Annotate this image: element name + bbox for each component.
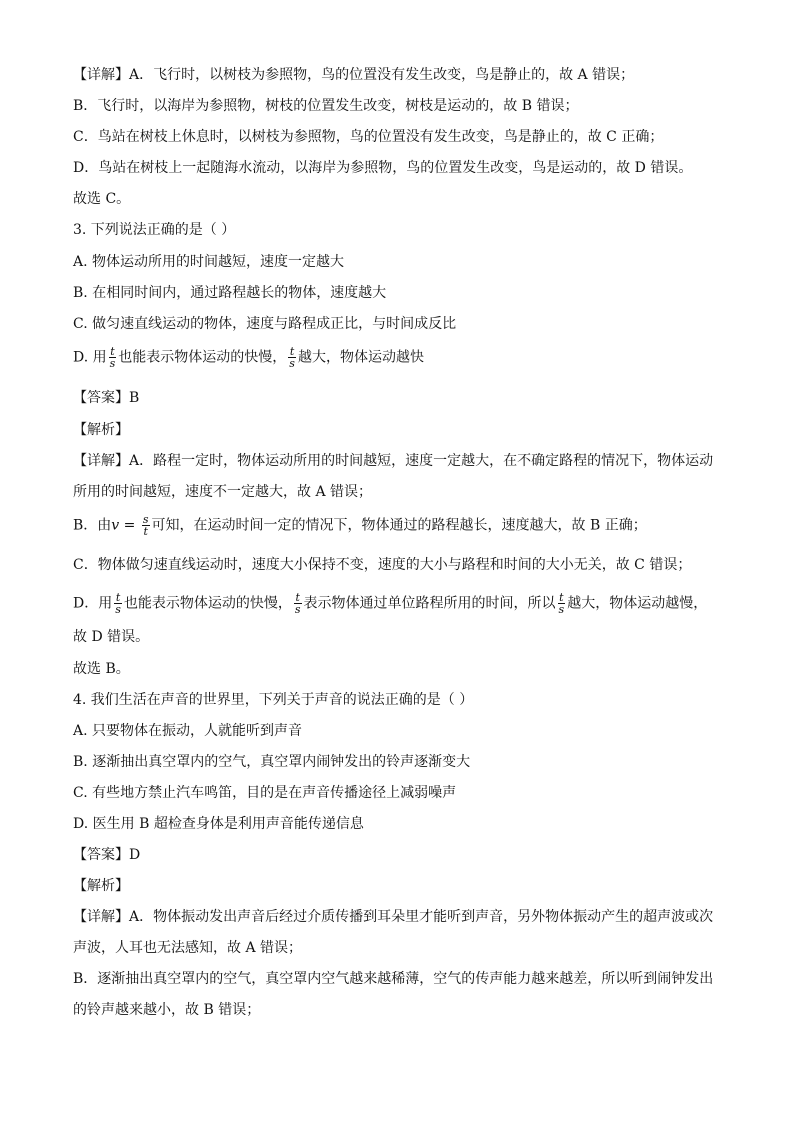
fraction-t-over-s bbox=[294, 592, 302, 615]
question-4-option-a: A. 只要物体在振动，人就能听到声音 bbox=[73, 723, 303, 739]
text-line: B．飞行时，以海岸为参照物，树枝的位置发生改变，树枝是运动的，故 B 错误； bbox=[73, 98, 579, 114]
text-line: 【详解】A．物体振动发出声音后经过介质传播到耳朵里才能听到声音，另外物体振动产生的超声波或次 bbox=[73, 909, 714, 925]
text-line: B．逐渐抽出真空罩内的空气，真空罩内空气越来越稀薄，空气的传声能力越来越差，所以听到闹钟发出 bbox=[73, 971, 714, 987]
text-span: D．用 bbox=[73, 595, 113, 612]
analysis-label: 【解析】 bbox=[73, 878, 129, 894]
question-4-option-d: D. 医生用 B 超检查身体是利用声音能传递信息 bbox=[73, 816, 364, 832]
fraction-denominator: s bbox=[109, 357, 116, 370]
text-span: 越大，物体运动越慢， bbox=[567, 595, 708, 612]
fraction-numerator: t bbox=[110, 345, 115, 358]
text-line: 声波，人耳也无法感知，故 A 错误； bbox=[73, 940, 303, 956]
fraction-denominator: s bbox=[294, 603, 301, 616]
text-line: 故 D 错误。 bbox=[73, 629, 150, 645]
text-line: D．鸟站在树枝上一起随海水流动，以海岸为参照物，鸟的位置发生改变，鸟是运动的，故 D 错误。 bbox=[73, 160, 693, 176]
question-3-option-c: C. 做匀速直线运动的物体，速度与路程成正比，与时间成反比 bbox=[73, 316, 457, 332]
question-3-option-a: A. 物体运动所用的时间越短，速度一定越大 bbox=[73, 254, 345, 270]
fraction-t-over-s bbox=[114, 592, 122, 615]
fraction-denominator: t bbox=[143, 525, 148, 538]
text-line: 的铃声越来越小，故 B 错误； bbox=[73, 1002, 261, 1018]
fraction-s-over-t bbox=[142, 514, 150, 537]
question-3-option-b: B. 在相同时间内，通过路程越长的物体，速度越大 bbox=[73, 285, 387, 301]
fraction-t-over-s bbox=[558, 592, 566, 615]
fraction-t-over-s bbox=[109, 346, 117, 369]
answer-label: 【答案】D bbox=[73, 847, 141, 863]
question-3-option-d bbox=[73, 346, 424, 369]
text-line: 所用的时间越短，速度不一定越大，故 A 错误； bbox=[73, 484, 373, 500]
question-4-option-b: B. 逐渐抽出真空罩内的空气，真空罩内闹钟发出的铃声逐渐变大 bbox=[73, 754, 471, 770]
text-span: 可知，在运动时间一定的情况下，物体通过的路程越长，速度越大，故 B 正确； bbox=[151, 517, 647, 534]
fraction-numerator: t bbox=[115, 591, 121, 604]
text-span: B．由 bbox=[73, 517, 112, 534]
analysis-label: 【解析】 bbox=[73, 422, 129, 438]
text-span: 表示物体通过单位路程所用的时间，所以 bbox=[303, 595, 556, 612]
fraction-denominator: s bbox=[558, 603, 565, 616]
fraction-t-over-s bbox=[288, 346, 296, 369]
text-line bbox=[73, 592, 707, 615]
text-line: 故选 B。 bbox=[73, 661, 130, 677]
fraction-numerator: s bbox=[142, 513, 149, 526]
fraction-numerator: t bbox=[295, 591, 300, 604]
text-span: 也能表示物体运动的快慢， bbox=[123, 595, 292, 612]
question-4-option-c: C. 有些地方禁止汽车鸣笛，目的是在声音传播途径上减弱噪声 bbox=[73, 785, 457, 801]
velocity-symbol: v bbox=[111, 517, 120, 534]
question-4-stem: 4. 我们生活在声音的世界里，下列关于声音的说法正确的是（ ） bbox=[73, 692, 474, 708]
text-line: 【详解】A．路程一定时，物体运动所用的时间越短，速度一定越大，在不确定路程的情况下，物体运动 bbox=[73, 453, 714, 469]
text-line bbox=[73, 514, 647, 537]
fraction-denominator: s bbox=[115, 603, 121, 616]
text-line: 【详解】A．飞行时，以树枝为参照物，鸟的位置没有发生改变，鸟是静止的，故 A 错误； bbox=[73, 67, 635, 83]
text-line: C．鸟站在树枝上休息时，以树枝为参照物，鸟的位置没有发生改变，鸟是静止的，故 C 正确； bbox=[73, 129, 664, 145]
option-text: D. 用 bbox=[73, 349, 107, 366]
option-text: 也能表示物体运动的快慢， bbox=[118, 349, 287, 366]
fraction-numerator: t bbox=[559, 591, 564, 604]
text-line: 故选 C。 bbox=[73, 191, 131, 207]
text-line: C．物体做匀速直线运动时，速度大小保持不变，速度的大小与路程和时间的大小无关，故 C 错误； bbox=[73, 557, 692, 573]
equals-sign: = bbox=[119, 517, 140, 534]
fraction-denominator: s bbox=[289, 357, 295, 370]
answer-label: 【答案】B bbox=[73, 390, 140, 406]
option-text: 越大，物体运动越快 bbox=[297, 349, 424, 366]
fraction-numerator: t bbox=[289, 345, 295, 358]
question-3-stem: 3. 下列说法正确的是（ ） bbox=[73, 222, 236, 238]
